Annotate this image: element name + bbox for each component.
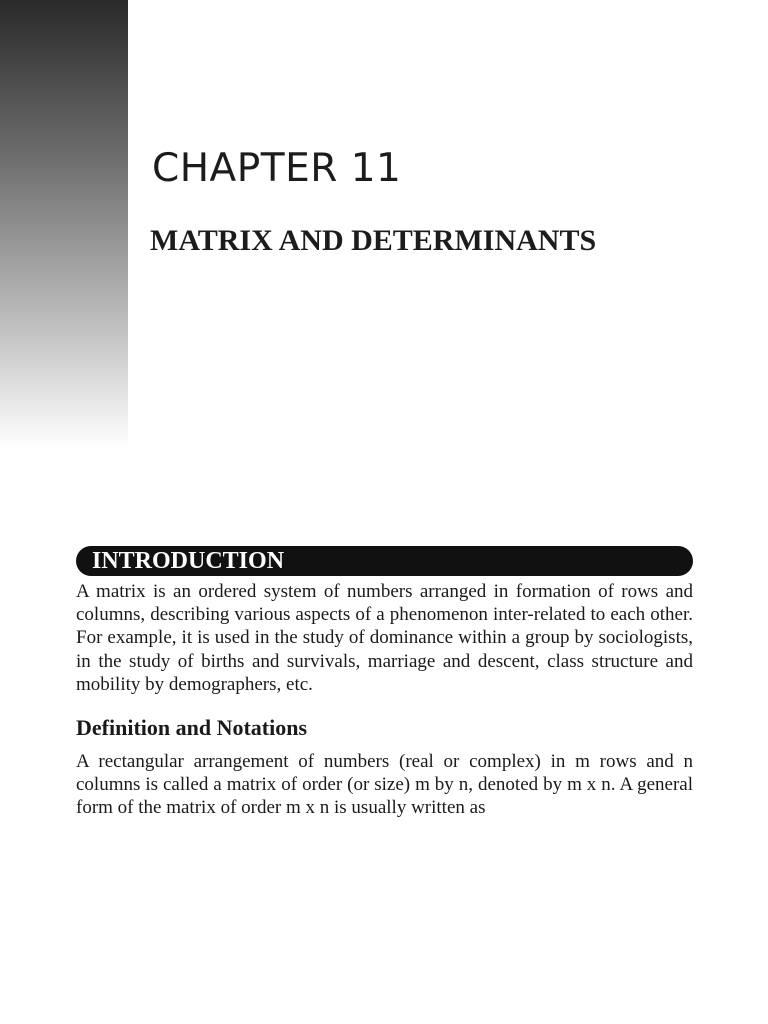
definition-paragraph: A rectangular arrangement of numbers (real or complex) in m rows and n columns is called a matrix of order (or size) m by n, denoted by m x n. A general form of the matrix of order m x n is usually written as — [76, 751, 693, 819]
introduction-heading-bar — [76, 546, 693, 576]
introduction-paragraph: A matrix is an ordered system of numbers arranged in formation of rows and columns, describing various aspects of a phenomenon inter-related to each other. For example, it is used in the study of dominance within a group by sociologists, in the study of births and survivals, marriage and descent, class structure and mobility by demographers, etc. — [76, 581, 693, 695]
chapter-title: MATRIX AND DETERMINANTS — [150, 224, 597, 257]
definition-heading: Definition and Notations — [76, 715, 308, 740]
introduction-heading: INTRODUCTION — [92, 548, 285, 574]
decorative-gradient-bar — [0, 0, 128, 448]
chapter-number: CHAPTER 11 — [152, 146, 402, 191]
